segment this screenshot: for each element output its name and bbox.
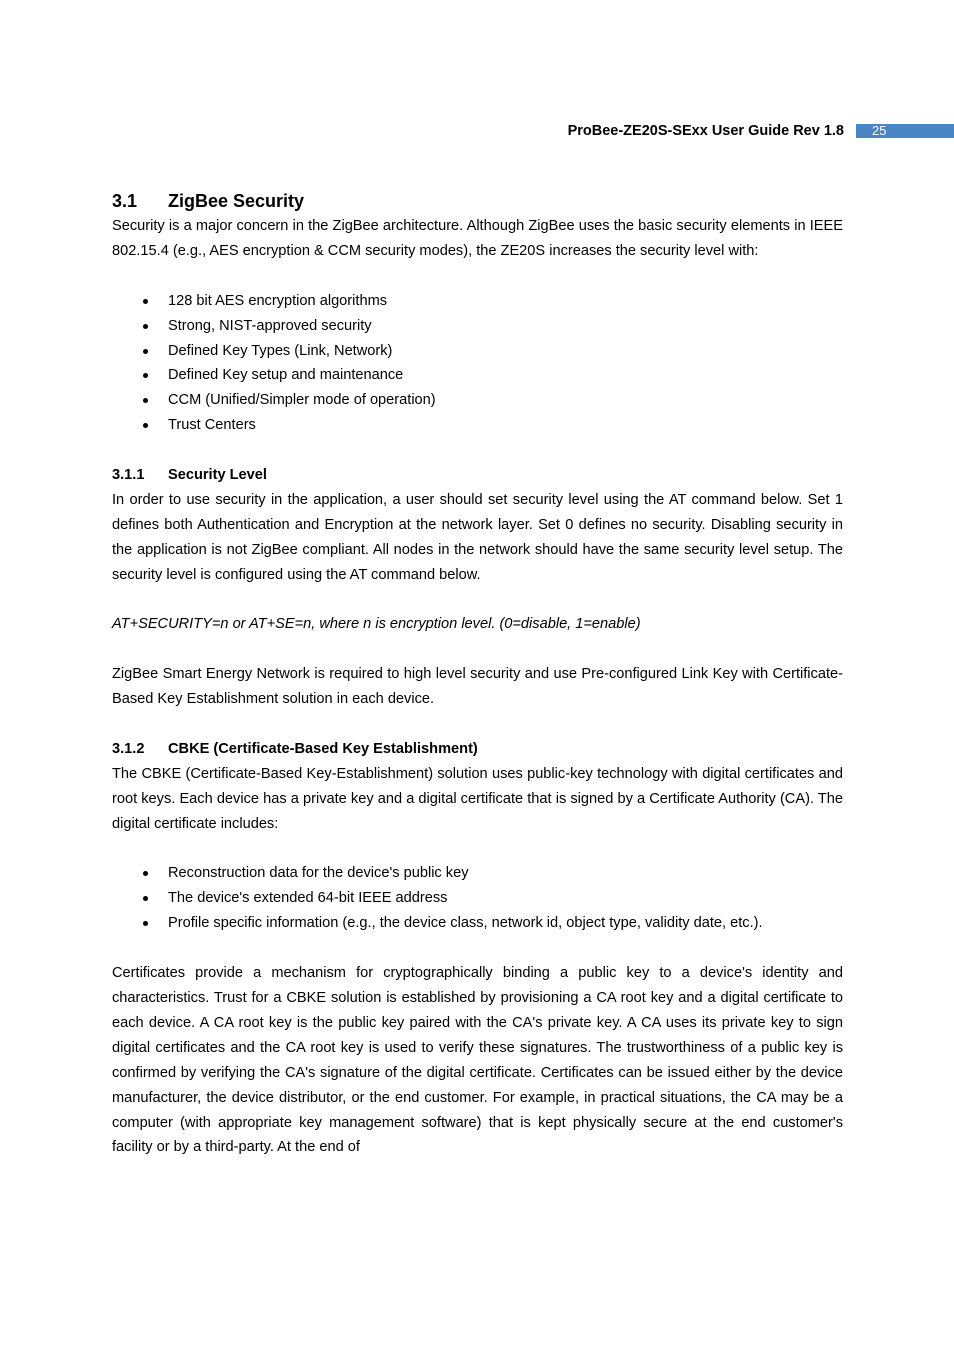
page-content bbox=[112, 188, 843, 1160]
cbke-intro-paragraph: The CBKE (Certificate-Based Key-Establishment) solution uses public-key technology with digital certificates and root keys. Each device has a private key and a digital certificate that is signed by a Certificate Authority (CA). The digital certificate includes: bbox=[112, 765, 843, 832]
list-item: 128 bit AES encryption algorithms bbox=[112, 289, 843, 314]
section-intro-paragraph: Security is a major concern in the ZigBee architecture. Although ZigBee uses the basic security elements in IEEE 802.15.4 (e.g., AES encryption & CCM security modes), the ZE20S increases the security level with: bbox=[112, 218, 843, 259]
section-heading-3-1-2 bbox=[112, 737, 843, 762]
list-item: Profile specific information (e.g., the device class, network id, object type, validity date, etc.). bbox=[112, 911, 843, 936]
document-title: ProBee-ZE20S-SExx User Guide Rev 1.8 bbox=[567, 123, 844, 139]
section-heading-3-1-1 bbox=[112, 463, 843, 488]
section-number: 3.1 bbox=[112, 191, 138, 211]
list-item: CCM (Unified/Simpler mode of operation) bbox=[112, 388, 843, 413]
at-command-text: AT+SECURITY=n or AT+SE=n, where n is encryption level. (0=disable, 1=enable) bbox=[112, 616, 641, 633]
certificates-paragraph: Certificates provide a mechanism for cryptographically binding a public key to a device's identity and characteristics. Trust for a CBKE solution is established by provisioning a CA root key and a digital certificate to each device. A CA root key is the public key paired with the CA's private key. A CA uses its private key to sign digital certificates and the CA root key is used to verify these signatures. The trustworthiness of a public key is confirmed by verifying the CA's signature of the digital certificate. Certificates can be issued either by the device manufacturer, the device distributor, or the end customer. For example, in practical situations, the CA may be a computer (with appropriate key management software) that is kept physically secure at the end customer's facility or by a third-party. At the end of bbox=[112, 965, 843, 1156]
subsection-number: 3.1.1 bbox=[112, 467, 145, 484]
section-heading-3-1 bbox=[112, 188, 843, 214]
certificate-contents-list bbox=[112, 861, 843, 936]
subsection-number: 3.1.2 bbox=[112, 740, 145, 757]
subsection-title: Security Level bbox=[168, 467, 267, 484]
security-features-list bbox=[112, 289, 843, 438]
smart-energy-paragraph: ZigBee Smart Energy Network is required to high level security and use Pre-configured Link Key with Certificate-Based Key Establishment solution in each device. bbox=[112, 666, 843, 708]
list-item: Reconstruction data for the device's public key bbox=[112, 861, 843, 886]
list-item: Defined Key Types (Link, Network) bbox=[112, 339, 843, 364]
page-header bbox=[568, 120, 954, 142]
list-item: The device's extended 64-bit IEEE address bbox=[112, 886, 843, 911]
subsection-title: CBKE (Certificate-Based Key Establishment) bbox=[168, 740, 478, 757]
page-number: 25 bbox=[856, 124, 954, 138]
list-item: Defined Key setup and maintenance bbox=[112, 363, 843, 388]
section-title: ZigBee Security bbox=[168, 191, 305, 211]
list-item: Trust Centers bbox=[112, 413, 843, 438]
list-item: Strong, NIST-approved security bbox=[112, 314, 843, 339]
security-level-paragraph: In order to use security in the application, a user should set security level using the AT command below. Set 1 defines both Authentication and Encryption at the network layer. Set 0 defines no security. Disabling security in the application is not ZigBee compliant. All nodes in the network should have the same security level setup. The security level is configured using the AT command below. bbox=[112, 491, 843, 583]
